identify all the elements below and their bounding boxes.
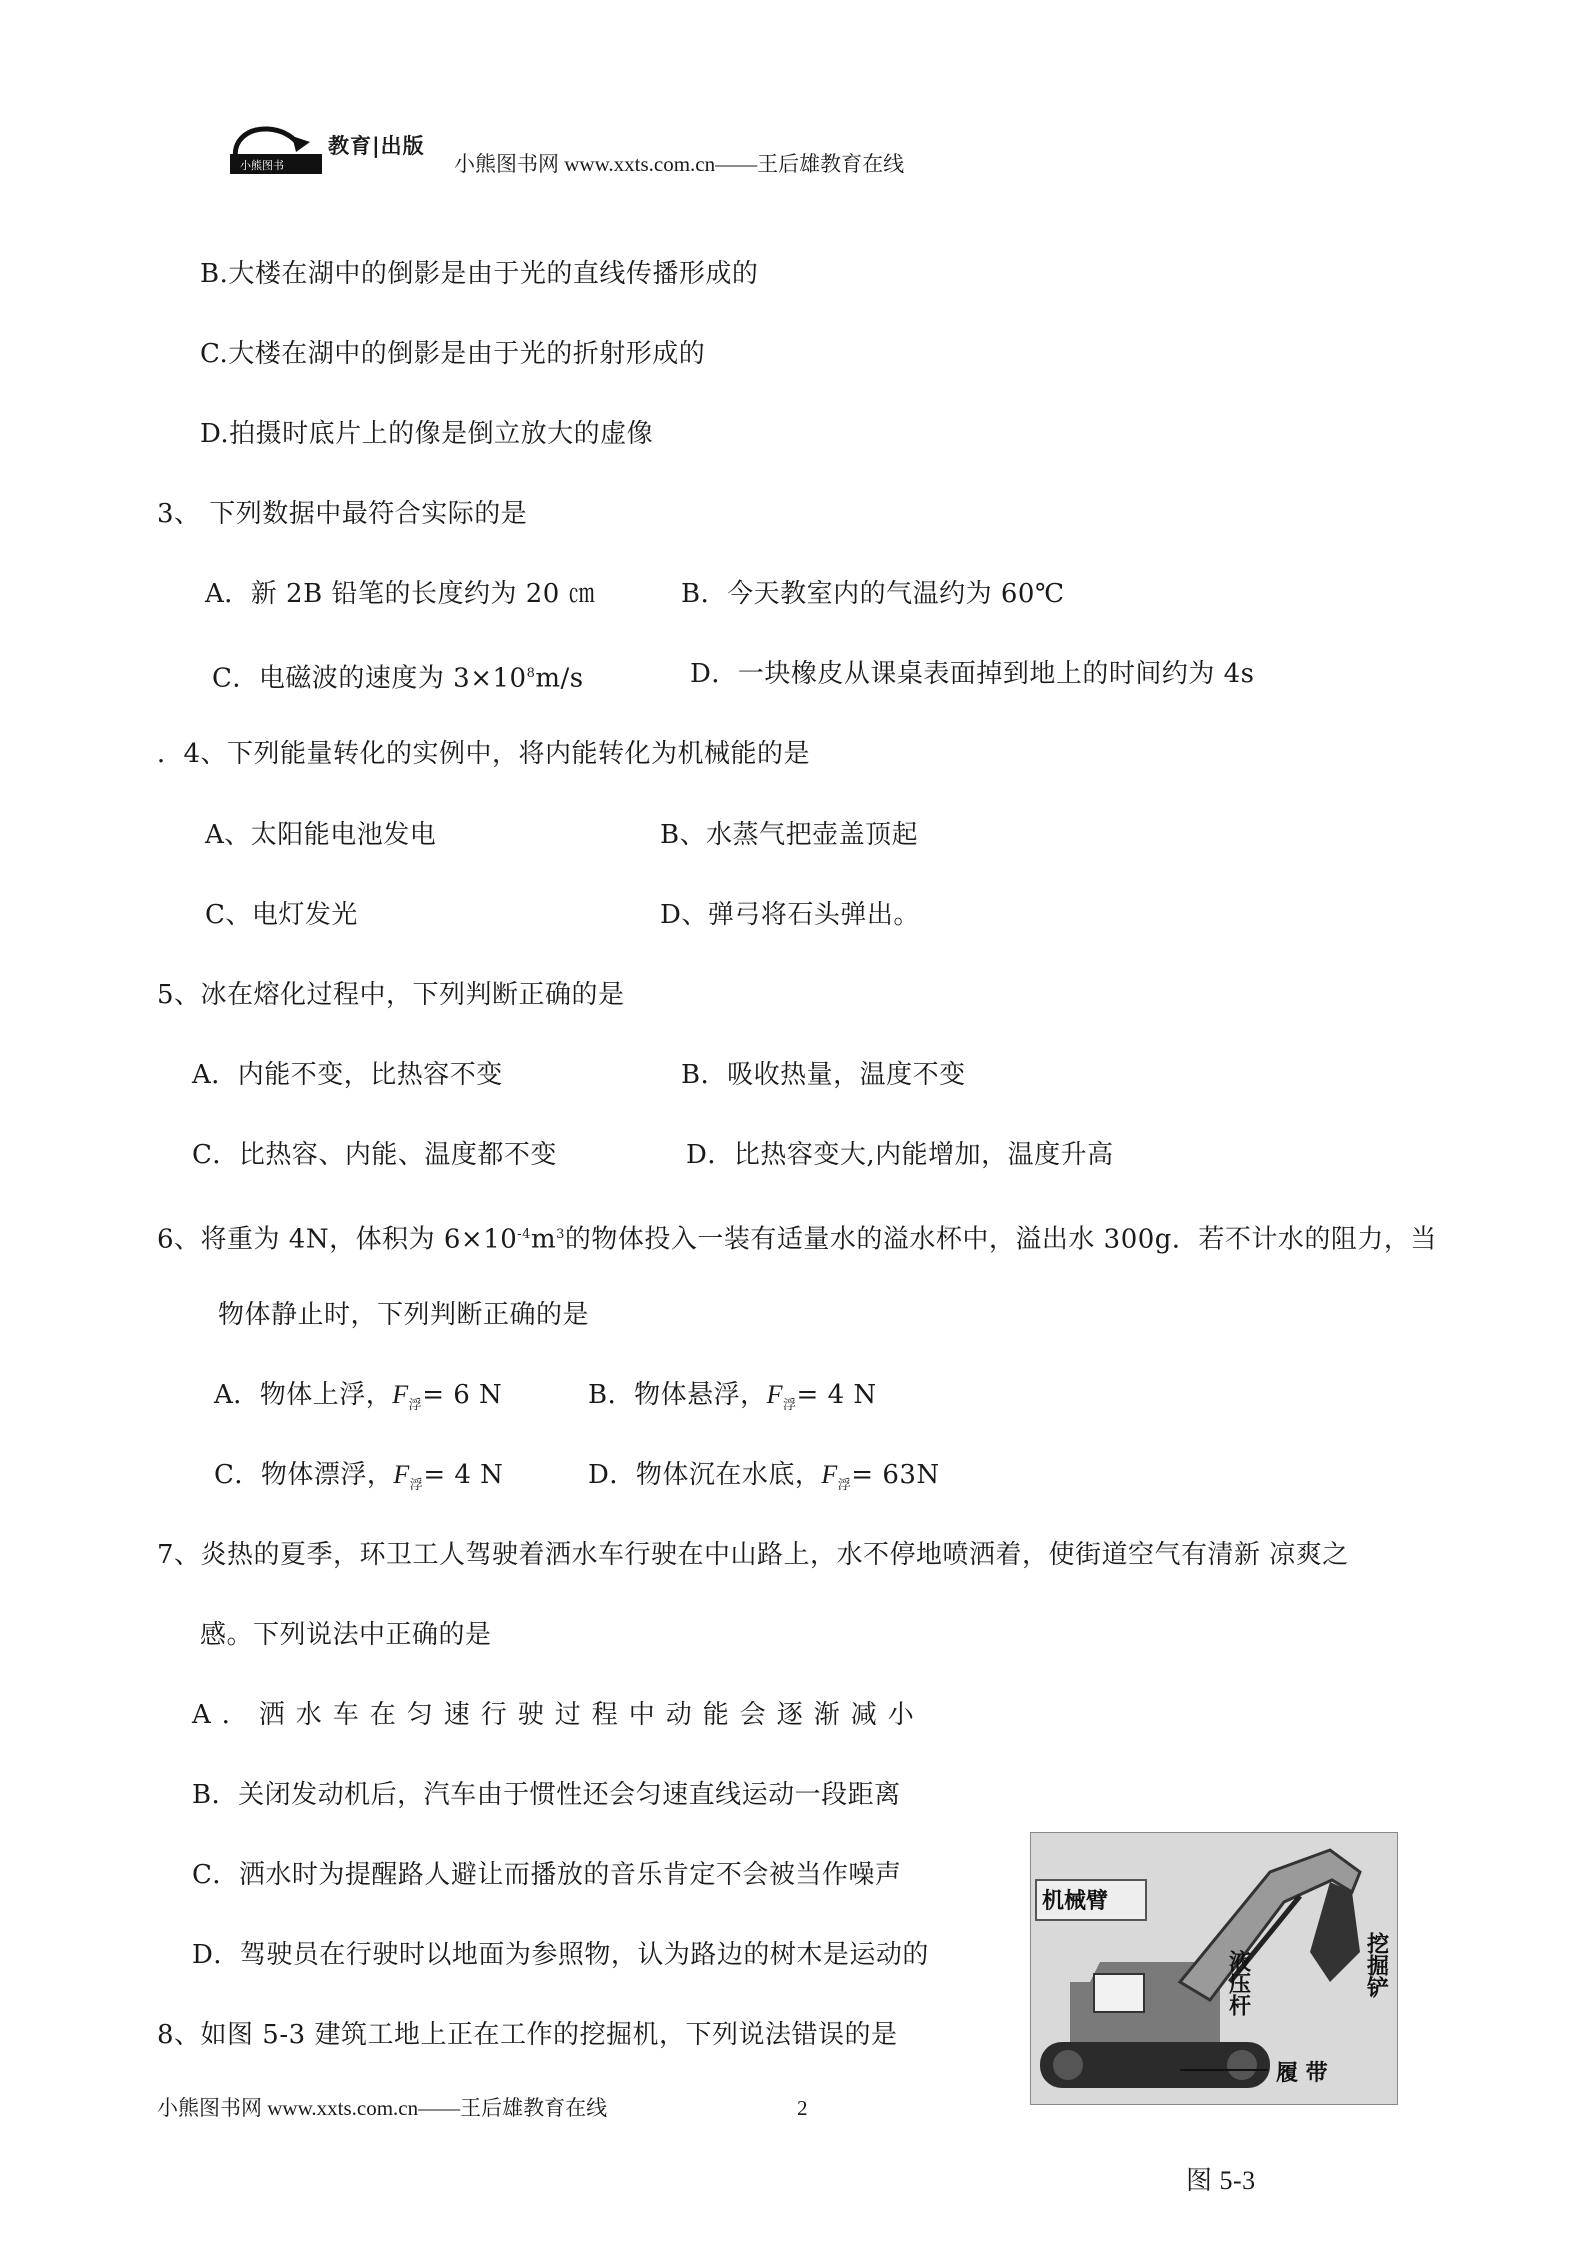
q7-stem-cont: 感。下列说法中正确的是 <box>200 1620 492 1650</box>
q2-option-b: B.大楼在湖中的倒影是由于光的直线传播形成的 <box>200 259 759 289</box>
page-number: 2 <box>797 2096 808 2120</box>
q4-option-b: B、水蒸气把壶盖顶起 <box>660 820 919 850</box>
q7-option-a: A．洒水车在匀速行驶过程中动能会逐渐减小 <box>192 1700 925 1730</box>
q3-stem: 3、 下列数据中最符合实际的是 <box>157 499 528 529</box>
q7-option-c: C．洒水时为提醒路人避让而播放的音乐肯定不会被当作噪声 <box>192 1860 902 1890</box>
q5-option-c: C．比热容、内能、温度都不变 <box>192 1140 557 1170</box>
q3-option-b: B．今天教室内的气温约为 60℃ <box>681 579 1065 609</box>
q2-option-d: D.拍摄时底片上的像是倒立放大的虚像 <box>200 419 654 449</box>
bear-logo-icon <box>228 116 328 178</box>
page-header: 小熊图书网 www.xxts.com.cn——王后雄教育在线 <box>454 152 905 176</box>
q7-option-b: B．关闭发动机后，汽车由于惯性还会匀速直线运动一段距离 <box>192 1780 901 1810</box>
q7-stem: 7、炎热的夏季，环卫工人驾驶着洒水车行驶在中山路上，水不停地喷洒着，使街道空气有清新 凉爽之 <box>157 1540 1349 1570</box>
q5-stem: 5、冰在熔化过程中，下列判断正确的是 <box>157 980 625 1010</box>
label-excavator-bucket: 挖掘铲 <box>1363 1932 1389 1998</box>
q3-option-c: C．电磁波的速度为 $3\times 10^8m/s$ <box>212 663 584 694</box>
q3-option-d: D．一块橡皮从课桌表面掉到地上的时间约为 4s <box>690 659 1255 689</box>
publisher-logo <box>228 116 460 178</box>
q6-option-a: A．物体上浮，$F_浮= 6$ N <box>214 1380 503 1414</box>
q2-option-c: C.大楼在湖中的倒影是由于光的折射形成的 <box>200 339 706 369</box>
q5-option-a: A．内能不变，比热容不变 <box>192 1060 503 1090</box>
q4-option-c: C、电灯发光 <box>205 900 358 930</box>
q6-stem-cont: 物体静止时，下列判断正确的是 <box>218 1300 590 1330</box>
q5-option-d: D．比热容变大,内能增加，温度升高 <box>686 1140 1114 1170</box>
figure-caption: 图 5-3 <box>1186 2166 1256 2195</box>
label-track: 履 带 <box>1276 2061 1328 2086</box>
q6-stem: 6、将重为 4N，体积为 $6\times 10^{-4}m^3$的物体投入一装有适量水的溢水杯中，溢出水 300g．若不计水的阻力，当 <box>157 1224 1437 1255</box>
q6-option-c: C．物体漂浮，$F_浮= 4$ N <box>214 1460 504 1494</box>
q4-stem: ．4、下列能量转化的实例中，将内能转化为机械能的是 <box>157 739 811 769</box>
q4-option-d: D、弹弓将石头弹出。 <box>660 900 920 930</box>
q6-option-d: D．物体沉在水底，$F_浮= 63N$ <box>588 1460 940 1494</box>
q3-option-a: A．新 2B 铅笔的长度约为 20 ㎝ <box>205 579 596 609</box>
q5-option-b: B．吸收热量，温度不变 <box>681 1060 966 1090</box>
q8-stem: 8、如图 5-3 建筑工地上正在工作的挖掘机，下列说法错误的是 <box>157 2020 898 2050</box>
q4-option-a: A、太阳能电池发电 <box>205 820 437 850</box>
page-footer: 小熊图书网 www.xxts.com.cn——王后雄教育在线 <box>157 2096 608 2120</box>
q7-option-d: D．驾驶员在行驶时以地面为参照物，认为路边的树木是运动的 <box>192 1940 929 1970</box>
logo-text: 教育|出版 <box>328 134 425 158</box>
label-hydraulic-rod: 液压杆 <box>1225 1950 1251 2016</box>
logo-small-text: 小熊图书 <box>240 159 284 172</box>
excavator-figure <box>1030 1832 1398 2105</box>
q6-option-b: B．物体悬浮，$F_浮= 4$ N <box>588 1380 877 1414</box>
label-mechanical-arm: 机械臂 <box>1042 1889 1109 1914</box>
